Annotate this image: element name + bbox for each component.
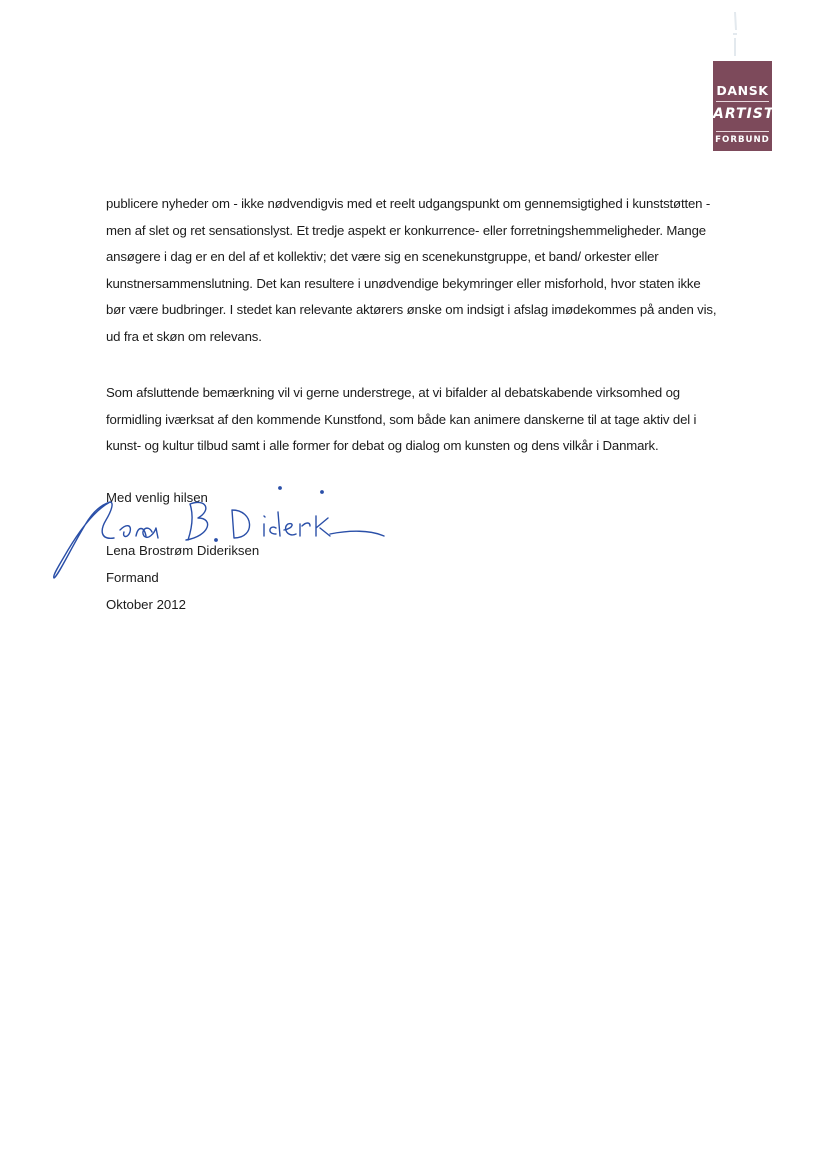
logo-divider: [716, 101, 769, 102]
text-line: bør være budbringer. I stedet kan relevante aktørers ønske om indsigt i afslag imødekommes på anden vis,: [106, 302, 717, 317]
text-line: ansøgere i dag er en del af et kollektiv; det være sig en scenekunstgruppe, et band/ orkester eller: [106, 249, 659, 264]
body-paragraph-2: [106, 380, 746, 460]
logo-line-dansk: DANSK: [716, 83, 769, 98]
faint-pen-mark: [728, 10, 742, 60]
logo-line-artist: ARTIST: [713, 106, 775, 122]
logo-divider: [716, 131, 769, 132]
letter-date: Oktober 2012: [106, 597, 186, 612]
text-line: ud fra et skøn om relevans.: [106, 328, 262, 344]
text-line: publicere nyheder om - ikke nødvendigvis med et reelt udgangspunkt om gennemsigtighed i kunststøtten -: [106, 196, 711, 211]
signatory-role: Formand: [106, 570, 159, 585]
text-line: kunst- og kultur tilbud samt i alle former for debat og dialog om kunsten og dens vilkår i Danmark.: [106, 438, 659, 453]
handwritten-signature: [40, 480, 400, 590]
text-line: Som afsluttende bemærkning vil vi gerne understrege, at vi bifalder al debatskabende virksomhed og: [106, 385, 680, 400]
signatory-name: Lena Brostrøm Dideriksen: [106, 543, 260, 558]
dansk-artist-forbund-logo: [713, 61, 775, 151]
body-paragraph-1: [106, 191, 746, 350]
text-line: men af slet og ret sensationslyst. Et tredje aspekt er konkurrence- eller forretningshemmeligheder. Mange: [106, 222, 706, 238]
closing-greeting: Med venlig hilsen: [106, 490, 208, 505]
text-line: kunstnersammenslutning. Det kan resultere i unødvendige bekymringer eller misforhold, hvor staten ikke: [106, 275, 701, 291]
text-line: formidling iværksat af den kommende Kunstfond, som både kan animere danskerne til at tage aktiv del i: [106, 411, 697, 427]
logo-line-forbund: FORBUND: [715, 135, 770, 145]
